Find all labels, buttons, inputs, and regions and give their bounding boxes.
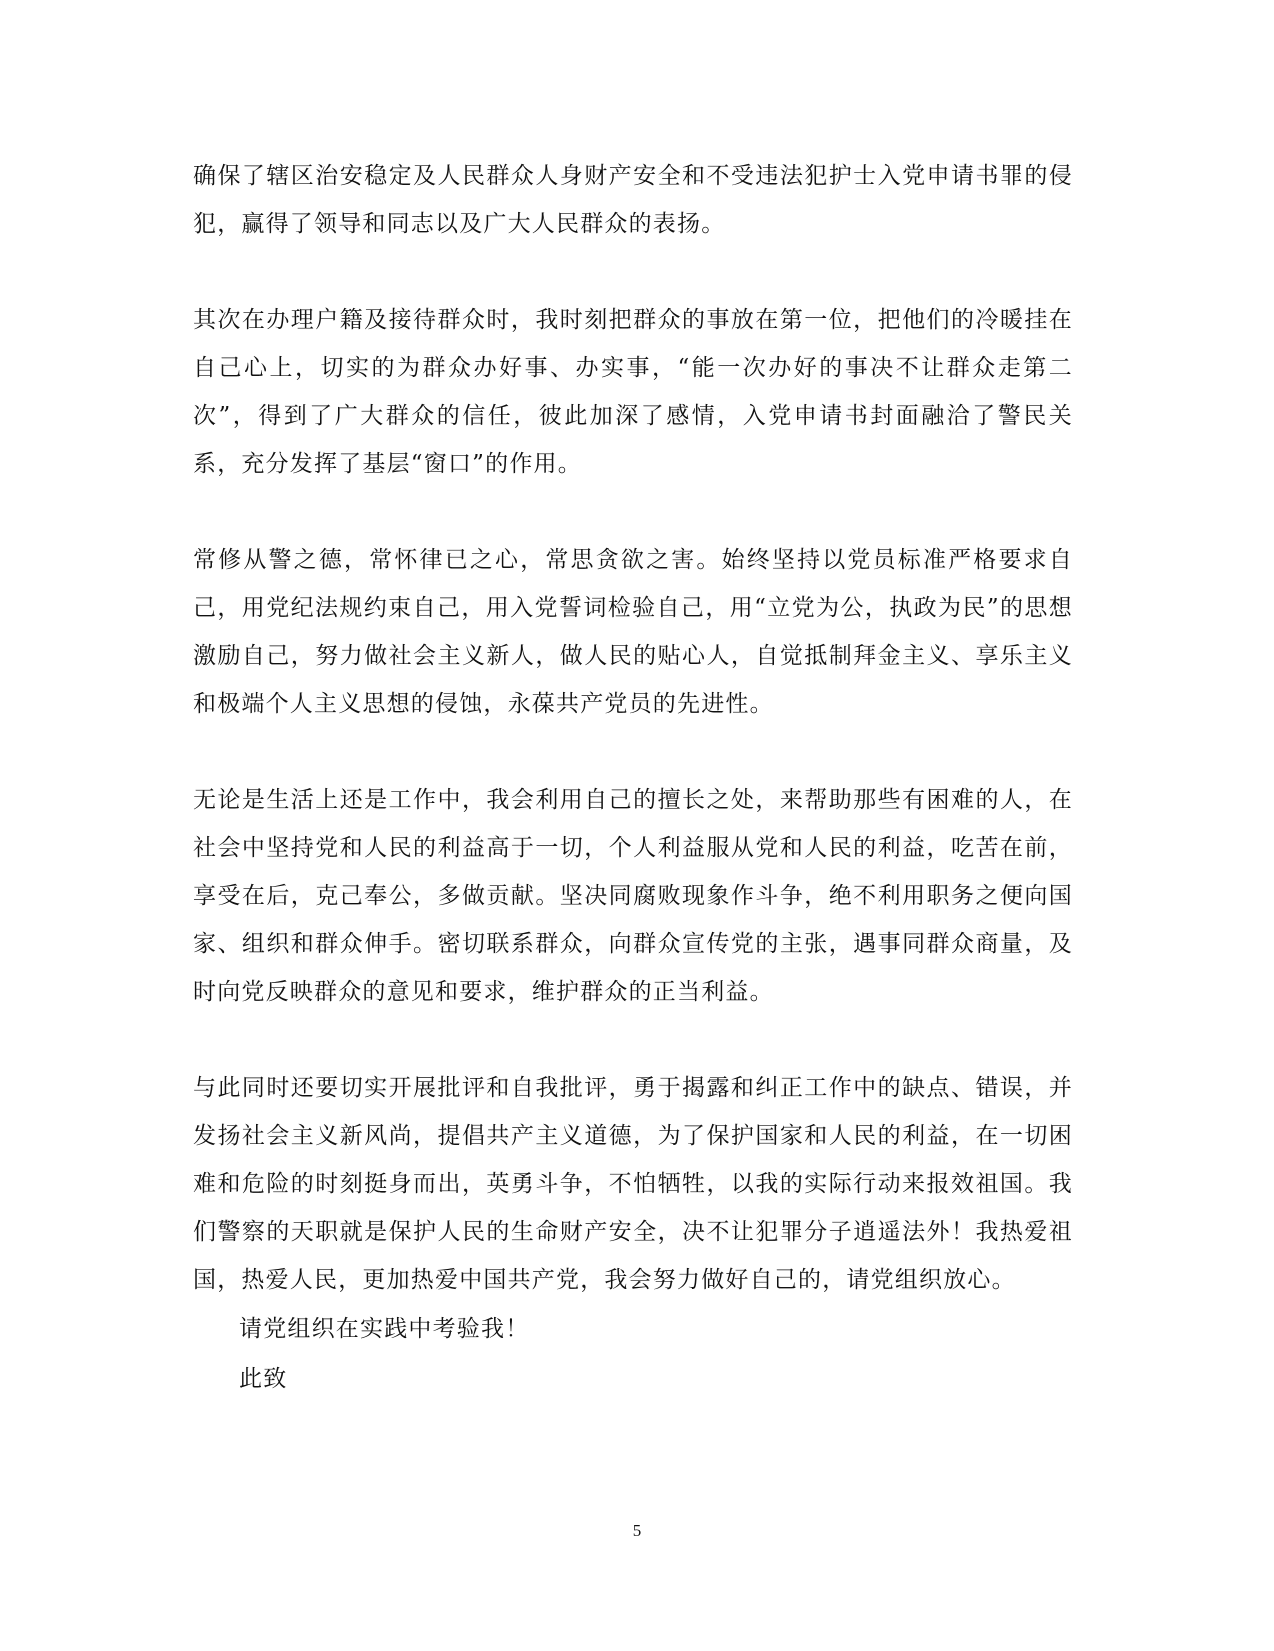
closing-line-2: 此致 — [239, 1366, 288, 1392]
closing-line-1: 请党组织在实践中考验我！ — [239, 1316, 530, 1342]
body-text — [193, 152, 1073, 1404]
page-number: 5 — [632, 1521, 642, 1540]
paragraph-4: 无论是生活上还是工作中，我会利用自己的擅长之处，来帮助那些有困难的人，在社会中坚持党和人民的利益高于一切，个人利益服从党和人民的利益，吃苦在前，享受在后，克己奉公，多做贡献。坚决同腐败现象作斗争，绝不利用职务之便向国家、组织和群众伸手。密切联系群众，向群众宣传党的主张，遇事同群众商量，及时向党反映群众的意见和要求，维护群众的正当利益。 — [193, 787, 1073, 1005]
paragraph-5: 与此同时还要切实开展批评和自我批评，勇于揭露和纠正工作中的缺点、错误，并发扬社会主义新风尚，提倡共产主义道德，为了保护国家和人民的利益，在一切困难和危险的时刻挺身而出，英勇斗争，不怕牺牲，以我的实际行动来报效祖国。我们警察的天职就是保护人民的生命财产安全，决不让犯罪分子逍遥法外！我热爱祖国，热爱人民，更加热爱中国共产党，我会努力做好自己的，请党组织放心。 — [193, 1075, 1073, 1293]
paragraph-3: 常修从警之德，常怀律已之心，常思贪欲之害。始终坚持以党员标准严格要求自己，用党纪法规约束自己，用入党誓词检验自己，用“立党为公，执政为民”的思想激励自己，努力做社会主义新人，做人民的贴心人，自觉抵制拜金主义、享乐主义和极端个人主义思想的侵蚀，永葆共产党员的先进性。 — [193, 547, 1073, 717]
paragraph-1: 确保了辖区治安稳定及人民群众人身财产安全和不受违法犯护士入党申请书罪的侵犯，赢得了领导和同志以及广大人民群众的表扬。 — [193, 163, 1073, 237]
paragraph-2: 其次在办理户籍及接待群众时，我时刻把群众的事放在第一位，把他们的冷暖挂在自己心上，切实的为群众办好事、办实事，“能一次办好的事决不让群众走第二次”，得到了广大群众的信任，彼此加深了感情，入党申请书封面融洽了警民关系，充分发挥了基层“窗口”的作用。 — [193, 307, 1073, 477]
